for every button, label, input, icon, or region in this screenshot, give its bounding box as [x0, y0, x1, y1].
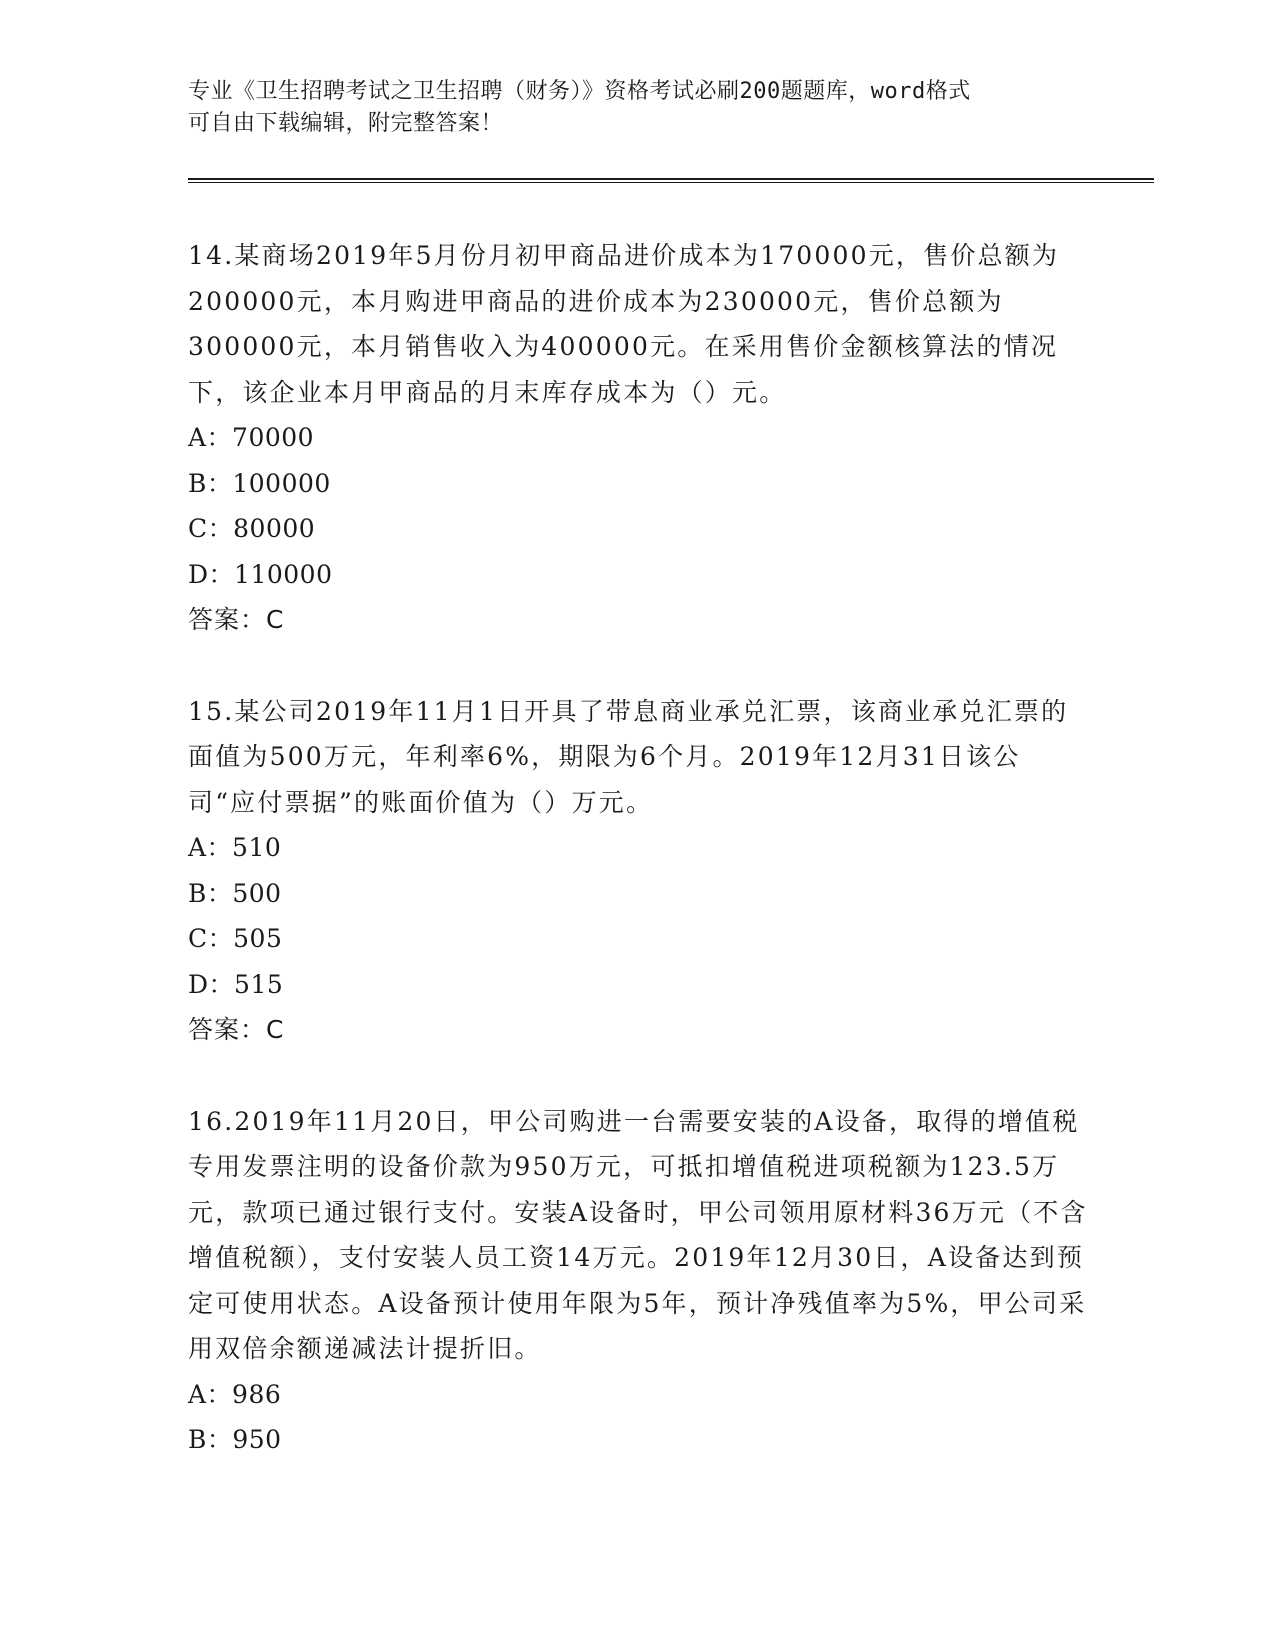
option-a: A：510 — [188, 833, 282, 862]
question-14 — [188, 233, 1088, 643]
option-b: B：100000 — [188, 468, 331, 498]
option-a: A：70000 — [188, 423, 315, 452]
question-16 — [188, 1099, 1088, 1463]
document-header — [188, 76, 1088, 140]
option-c: C：80000 — [188, 514, 316, 543]
option-b: B：950 — [188, 1425, 282, 1454]
option-d: D：110000 — [188, 559, 333, 589]
header-divider-top — [188, 178, 1154, 180]
answer: 答案：C — [188, 1015, 285, 1044]
header-line-1: 专业《卫生招聘考试之卫生招聘（财务）》资格考试必刷200题题库，word格式 — [188, 79, 971, 104]
question-stem: 14.某商场2019年5月份月初甲商品进价成本为170000元，售价总额为200000元，本月购进甲商品的进价成本为230000元，售价总额为300000元，本月销售收入为400000元。在采用售价金额核算法的情况下，该企业本月甲商品的月末库存成本为（）元。 — [188, 241, 1060, 407]
option-c: C：505 — [188, 924, 283, 953]
answer: 答案：C — [188, 605, 285, 634]
question-stem: 16.2019年11月20日，甲公司购进一台需要安装的A设备，取得的增值税专用发票注明的设备价款为950万元，可抵扣增值税进项税额为123.5万元，款项已通过银行支付。安装A设备时，甲公司领用原材料36万元（不含增值税额），支付安装人员工资14万元。2019年12月30日，A设备达到预定可使用状态。A设备预计使用年限为5年，预计净残值率为5%，甲公司采用双倍余额递减法计提折旧。 — [188, 1106, 1088, 1363]
option-a: A：986 — [188, 1379, 282, 1409]
question-15 — [188, 689, 1088, 1053]
question-stem: 15.某公司2019年11月1日开具了带息商业承兑汇票，该商业承兑汇票的面值为500万元，年利率6%，期限为6个月。2019年12月31日该公司“应付票据”的账面价值为（）万元。 — [188, 696, 1069, 817]
header-divider-bottom — [188, 182, 1154, 183]
question-list — [188, 233, 1088, 1509]
option-b: B：500 — [188, 878, 282, 908]
header-line-2: 可自由下载编辑，附完整答案！ — [188, 111, 504, 136]
option-d: D：515 — [188, 969, 284, 999]
